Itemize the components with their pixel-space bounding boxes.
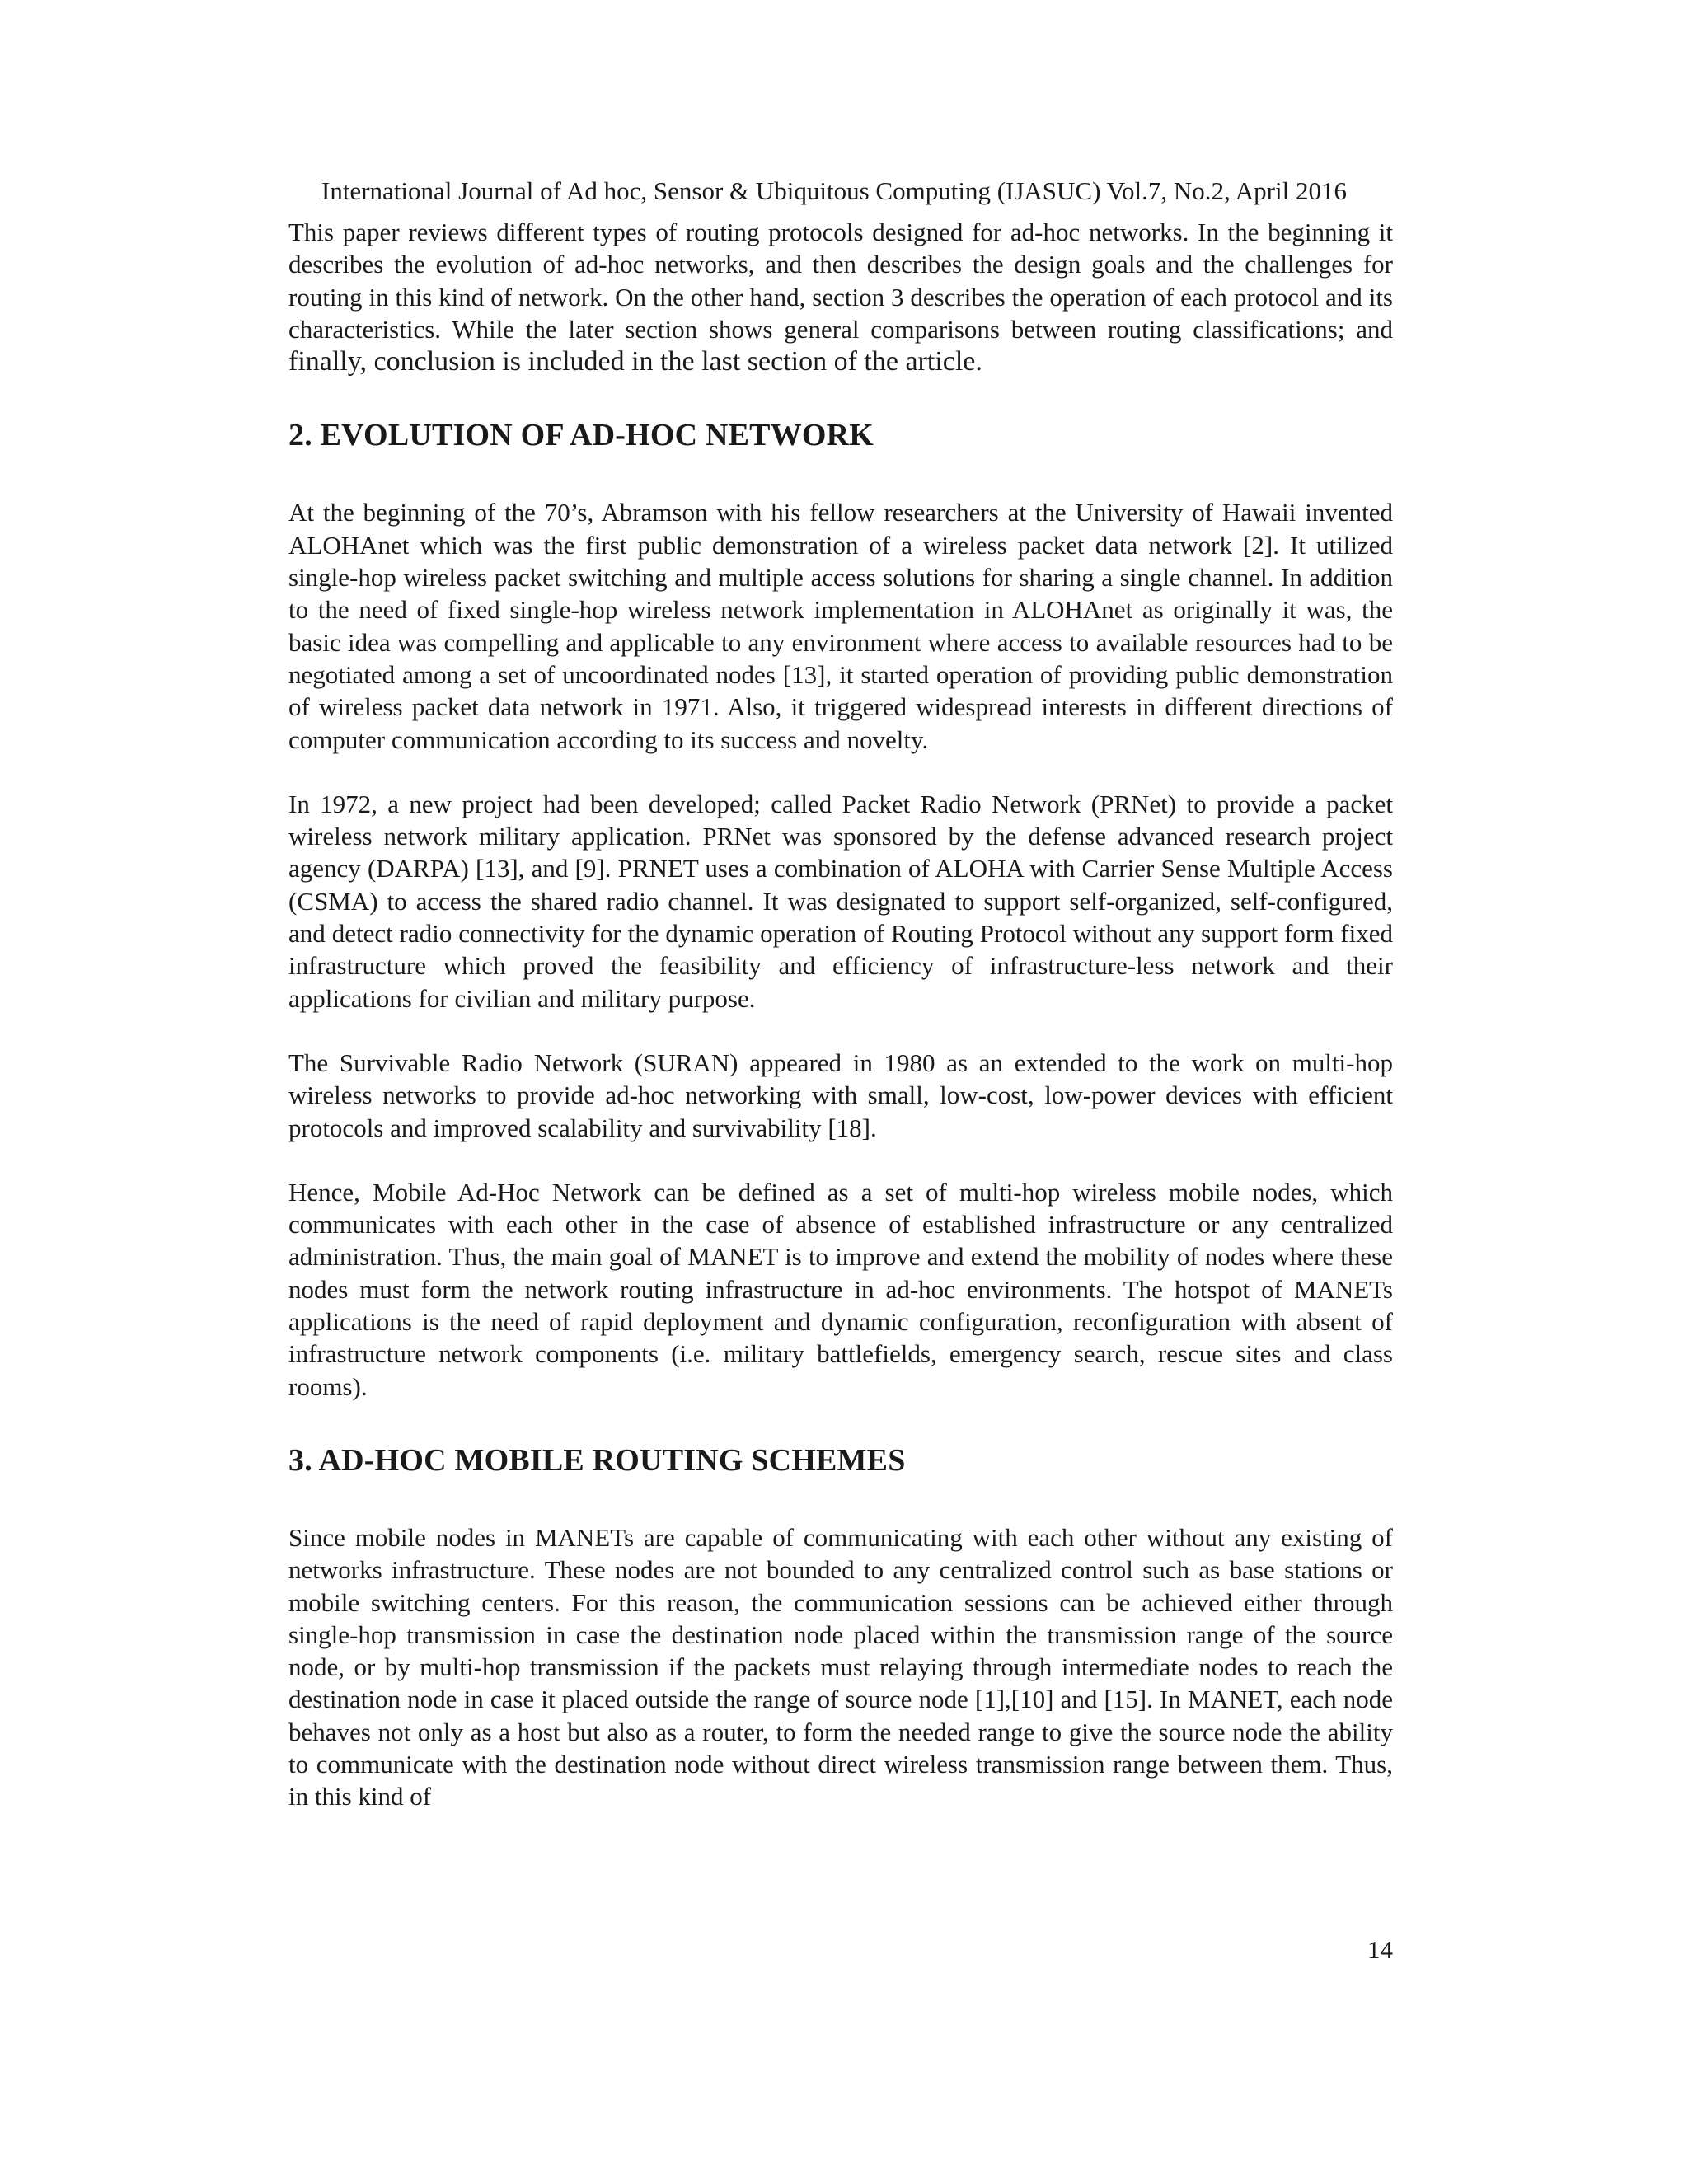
section-3-heading: 3. AD-HOC MOBILE ROUTING SCHEMES [288,1442,906,1478]
section-2-paragraph-3: The Survivable Radio Network (SURAN) appeared in 1980 as an extended to the work on multi-hop wireless networks to provide ad-hoc networking with small, low-cost, low-power devices with efficient protocols and improved scalability and survivability [18]. [288,1047,1393,1142]
intro-text: This paper reviews different types of routing protocols designed for ad-hoc networks. In the beginning it describes the evolution of ad-hoc networks, and then describes the design goals and the challenges for routing in this kind of network. On the other hand, section 3 describes the operation of each protocol and its characteristics. While the later section shows general comparisons between routing classifications; and [288,218,1393,344]
page-body [288,216,1393,1813]
section-3-paragraph-1: Since mobile nodes in MANETs are capable of communicating with each other without any existing of networks infrastructure. These nodes are not bounded to any centralized control such as base stations or mobile switching centers. For this reason, the communication sessions can be achieved either through single-hop transmission in case the destination node placed within the transmission range of the source node, or by multi-hop transmission if the packets must relaying through intermediate nodes to reach the destination node in case it placed outside the range of source node [1],[10] and [15]. In MANET, each node behaves not only as a host but also as a router, to form the needed range to give the source node the ability to communicate with the destination node without direct wireless transmission range between them. Thus, in this kind of [288,1522,1393,1811]
section-2-paragraph-1: At the beginning of the 70’s, Abramson with his fellow researchers at the University of Hawaii invented ALOHAnet which was the first public demonstration of a wireless packet data network [2]. It utilized single-hop wireless packet switching and multiple access solutions for sharing a single channel. In addition to the need of fixed single-hop wireless network implementation in ALOHAnet as originally it was, the basic idea was compelling and applicable to any environment where access to available resources had to be negotiated among a set of uncoordinated nodes [13], it started operation of providing public demonstration of wireless packet data network in 1971. Also, it triggered widespread interests in different directions of computer communication according to its success and novelty. [288,498,1393,754]
section-2-heading: 2. EVOLUTION OF AD-HOC NETWORK [288,418,874,453]
running-header: International Journal of Ad hoc, Sensor & Ubiquitous Computing (IJASUC) Vol.7, No.2, April 2016 [321,176,1347,205]
section-2-paragraph-4: Hence, Mobile Ad-Hoc Network can be defined as a set of multi-hop wireless mobile nodes, which communicates with each other in the case of absence of established infrastructure or any centralized administration. Thus, the main goal of MANET is to improve and extend the mobility of nodes where these nodes must form the network routing infrastructure in ad-hoc environments. The hotspot of MANETs applications is the need of rapid deployment and dynamic configuration, reconfiguration with absent of infrastructure network components (i.e. military battlefields, emergency search, rescue sites and class rooms). [288,1177,1393,1401]
intro-paragraph [288,216,1393,377]
intro-tail: finally, conclusion is included in the last section of the article. [288,346,982,377]
page-number: 14 [1367,1935,1393,1964]
section-2-paragraph-2: In 1972, a new project had been developed; called Packet Radio Network (PRNet) to provide a packet wireless network military application. PRNet was sponsored by the defense advanced research project agency (DARPA) [13], and [9]. PRNET uses a combination of ALOHA with Carrier Sense Multiple Access (CSMA) to access the shared radio channel. It was designated to support self-organized, self-configured, and detect radio connectivity for the dynamic operation of Routing Protocol without any support form fixed infrastructure which proved the feasibility and efficiency of infrastructure-less network and their applications for civilian and military purpose. [288,789,1393,1013]
